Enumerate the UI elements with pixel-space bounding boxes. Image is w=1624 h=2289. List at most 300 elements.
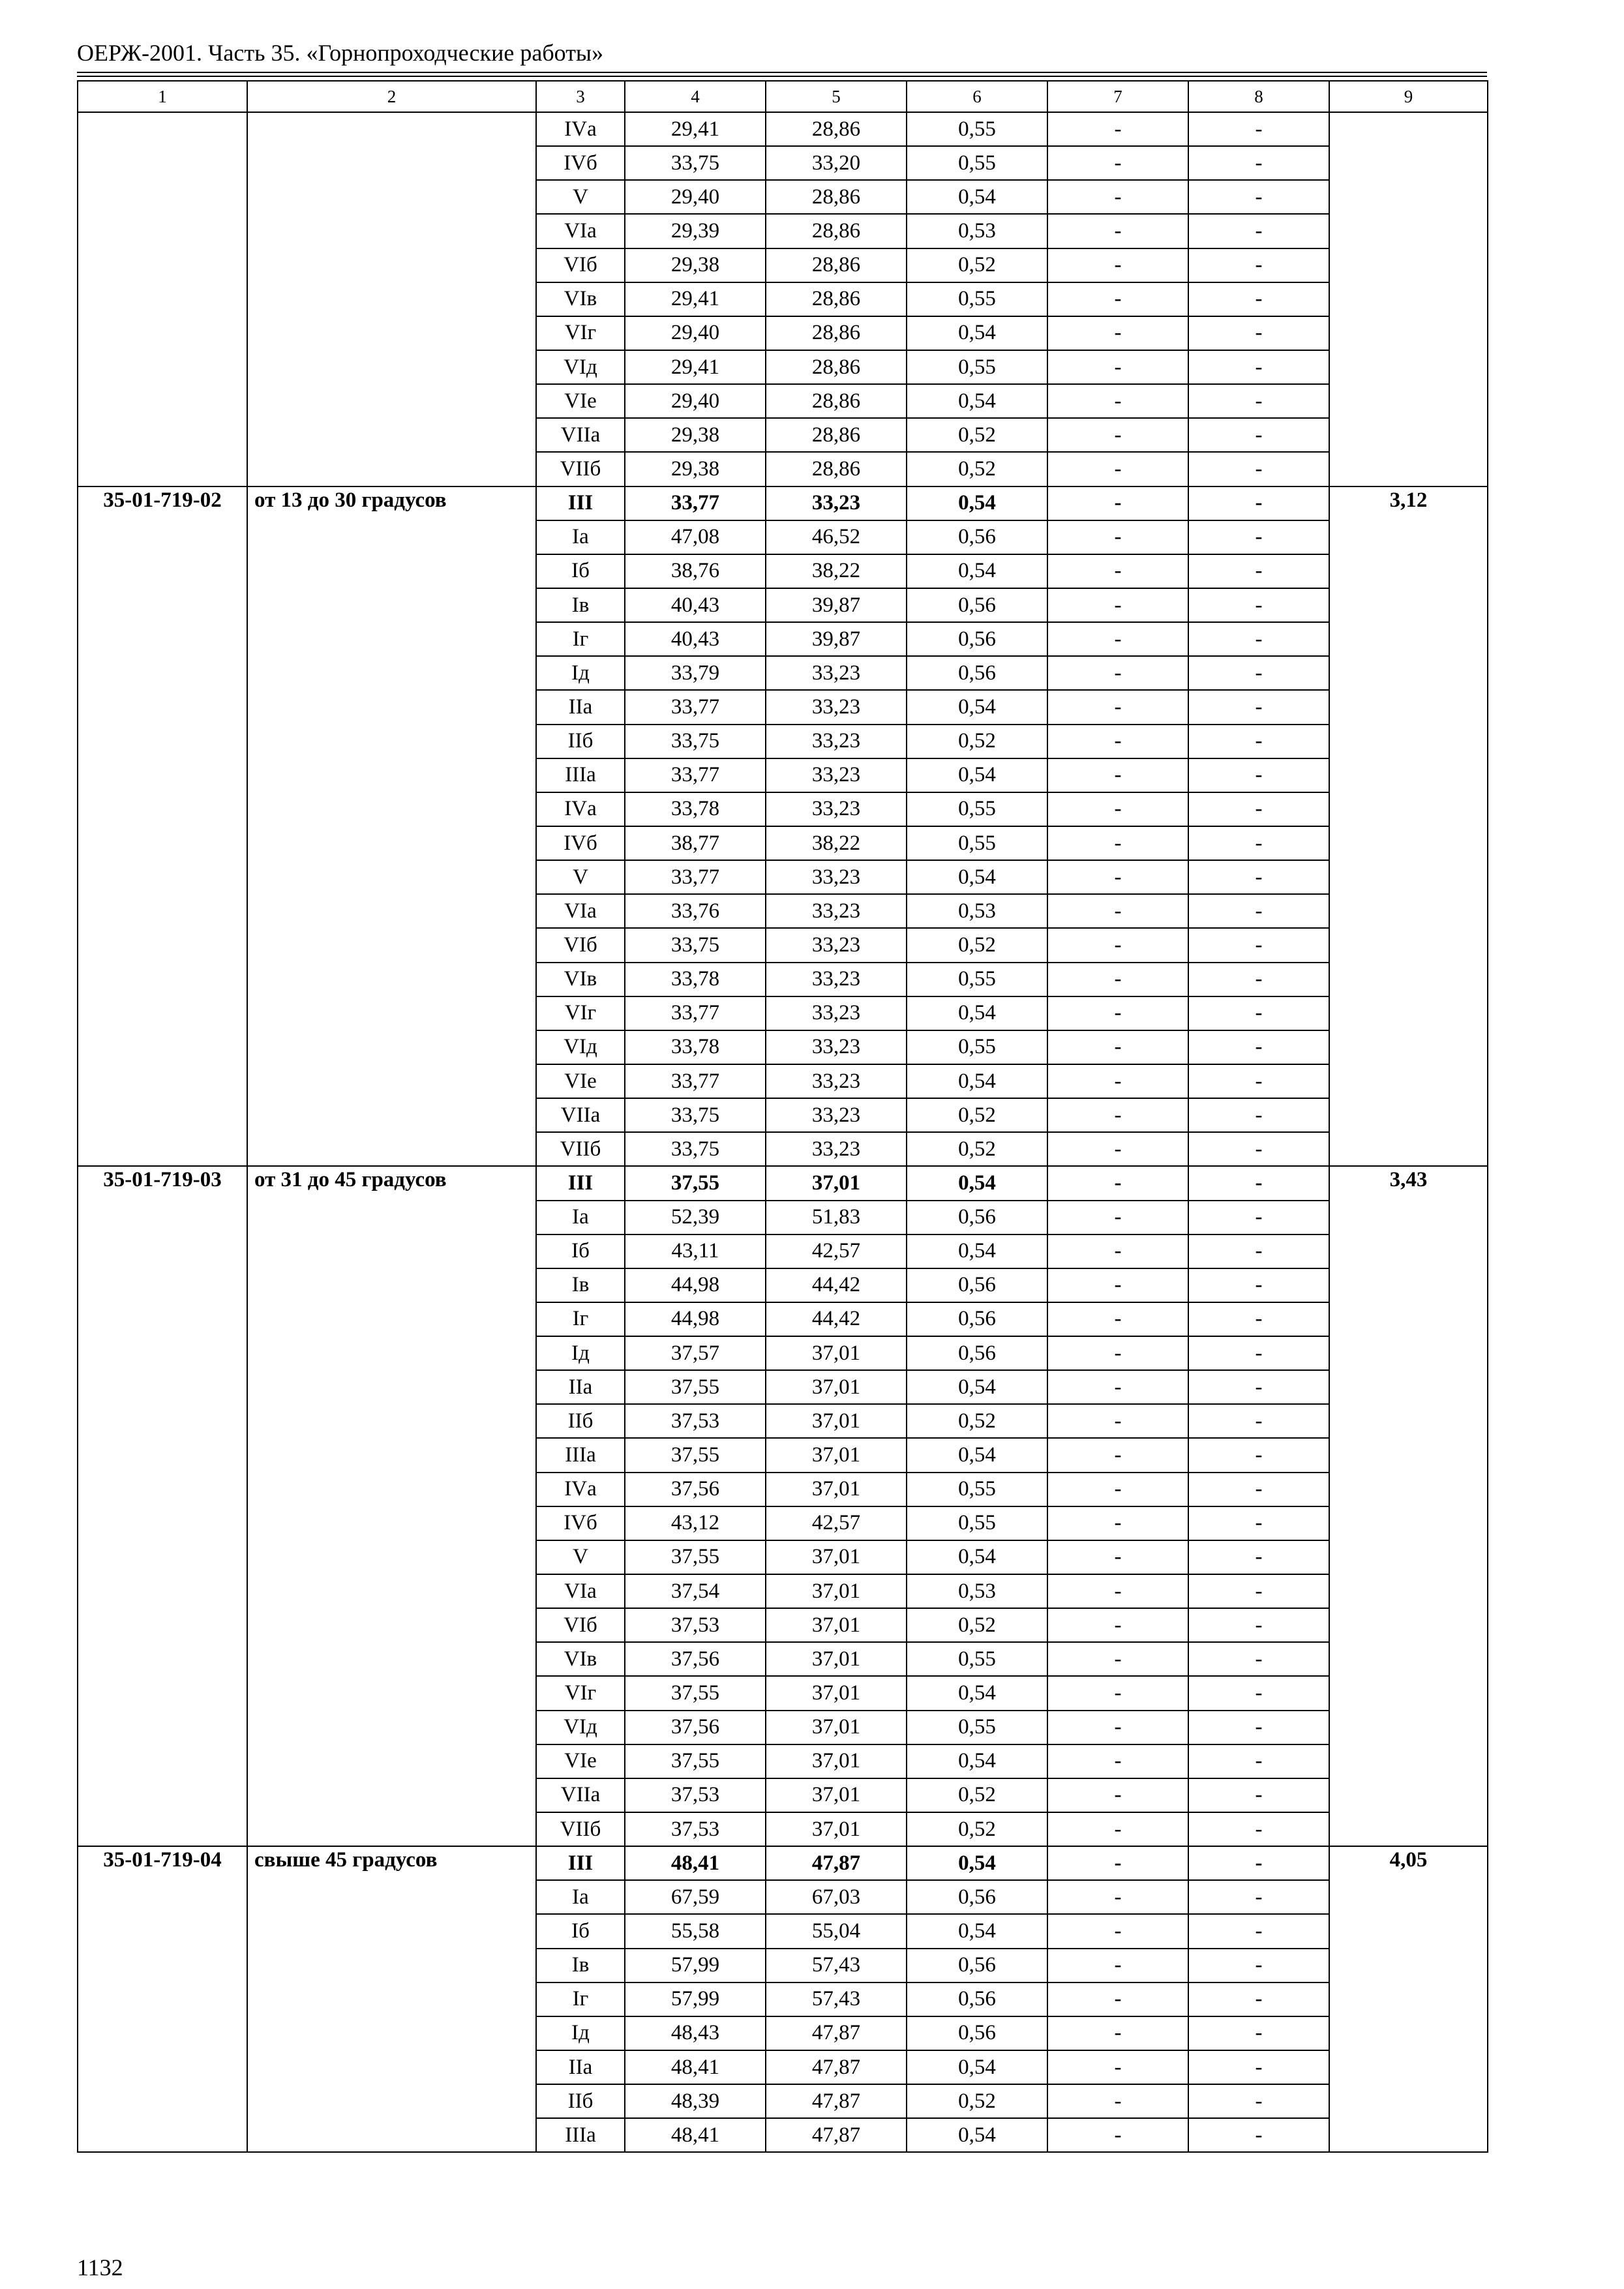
materials-cell: - <box>1188 1812 1329 1846</box>
materials-cell: - <box>1188 792 1329 826</box>
wages-cell: 47,87 <box>766 2084 907 2118</box>
wages-cell: 57,43 <box>766 1949 907 1982</box>
machine-cost-cell: 0,54 <box>907 996 1047 1030</box>
wages-cell: 33,23 <box>766 725 907 758</box>
wages-cell: 33,23 <box>766 1132 907 1166</box>
stat-category-cell: III <box>536 486 625 520</box>
wages-cell: 37,01 <box>766 1336 907 1370</box>
machine-cost-cell: 0,55 <box>907 1506 1047 1540</box>
machine-cost-cell: 0,54 <box>907 1438 1047 1472</box>
materials-cell: - <box>1188 1642 1329 1676</box>
wages-cell: 37,01 <box>766 1438 907 1472</box>
stat-category-cell: VIе <box>536 384 625 418</box>
stat-category-cell: III <box>536 1846 625 1880</box>
norm-description: свыше 45 градусов <box>247 1846 536 2152</box>
wages-cell: 37,01 <box>766 1711 907 1744</box>
stat-category-cell: VIа <box>536 894 625 928</box>
column-number: 6 <box>907 81 1047 112</box>
labor-cost-total: 4,05 <box>1329 1846 1488 2152</box>
incl-machinist-wages-cell: - <box>1047 1812 1188 1846</box>
machine-cost-cell: 0,54 <box>907 1370 1047 1404</box>
stat-category-cell: IVа <box>536 792 625 826</box>
total-cost-cell: 37,55 <box>625 1676 766 1710</box>
machine-cost-cell: 0,56 <box>907 1336 1047 1370</box>
stat-category-cell: IVа <box>536 1473 625 1506</box>
stat-category-cell: IIа <box>536 690 625 724</box>
machine-cost-cell: 0,52 <box>907 725 1047 758</box>
incl-machinist-wages-cell: - <box>1047 1438 1188 1472</box>
stat-category-cell: IVб <box>536 1506 625 1540</box>
materials-cell: - <box>1188 1540 1329 1574</box>
stat-category-cell: Iб <box>536 1234 625 1268</box>
total-cost-cell: 40,43 <box>625 588 766 622</box>
total-cost-cell: 33,77 <box>625 1064 766 1098</box>
incl-machinist-wages-cell: - <box>1047 588 1188 622</box>
materials-cell: - <box>1188 1268 1329 1302</box>
materials-cell: - <box>1188 1302 1329 1336</box>
materials-cell: - <box>1188 588 1329 622</box>
incl-machinist-wages-cell: - <box>1047 1473 1188 1506</box>
stat-category-cell: Iа <box>536 520 625 554</box>
wages-cell: 37,01 <box>766 1574 907 1608</box>
total-cost-cell: 33,75 <box>625 146 766 180</box>
stat-category-cell: VIа <box>536 214 625 248</box>
machine-cost-cell: 0,56 <box>907 1880 1047 1914</box>
machine-cost-cell: 0,52 <box>907 2084 1047 2118</box>
incl-machinist-wages-cell: - <box>1047 418 1188 452</box>
incl-machinist-wages-cell: - <box>1047 1506 1188 1540</box>
column-number: 4 <box>625 81 766 112</box>
wages-cell: 33,23 <box>766 1098 907 1132</box>
norm-code <box>78 112 247 486</box>
incl-machinist-wages-cell: - <box>1047 1642 1188 1676</box>
machine-cost-cell: 0,54 <box>907 1744 1047 1778</box>
total-cost-cell: 33,77 <box>625 690 766 724</box>
wages-cell: 37,01 <box>766 1812 907 1846</box>
rates-table-body <box>78 81 1488 2152</box>
incl-machinist-wages-cell: - <box>1047 2084 1188 2118</box>
incl-machinist-wages-cell: - <box>1047 622 1188 656</box>
incl-machinist-wages-cell: - <box>1047 1030 1188 1064</box>
stat-category-cell: VIа <box>536 1574 625 1608</box>
total-cost-cell: 37,56 <box>625 1473 766 1506</box>
materials-cell: - <box>1188 1846 1329 1880</box>
machine-cost-cell: 0,55 <box>907 112 1047 146</box>
machine-cost-cell: 0,55 <box>907 146 1047 180</box>
stat-category-cell: IVб <box>536 146 625 180</box>
stat-category-cell: III <box>536 1166 625 1200</box>
total-cost-cell: 33,79 <box>625 656 766 690</box>
norm-description: от 31 до 45 градусов <box>247 1166 536 1846</box>
machine-cost-cell: 0,56 <box>907 656 1047 690</box>
wages-cell: 28,86 <box>766 384 907 418</box>
total-cost-cell: 29,39 <box>625 214 766 248</box>
materials-cell: - <box>1188 1030 1329 1064</box>
wages-cell: 37,01 <box>766 1778 907 1812</box>
wages-cell: 33,23 <box>766 894 907 928</box>
column-number: 8 <box>1188 81 1329 112</box>
total-cost-cell: 33,75 <box>625 1098 766 1132</box>
incl-machinist-wages-cell: - <box>1047 452 1188 486</box>
materials-cell: - <box>1188 690 1329 724</box>
stat-category-cell: VIв <box>536 282 625 316</box>
stat-category-cell: IIIа <box>536 1438 625 1472</box>
materials-cell: - <box>1188 2050 1329 2084</box>
incl-machinist-wages-cell: - <box>1047 214 1188 248</box>
machine-cost-cell: 0,54 <box>907 1846 1047 1880</box>
materials-cell: - <box>1188 1914 1329 1948</box>
wages-cell: 33,20 <box>766 146 907 180</box>
wages-cell: 28,86 <box>766 350 907 384</box>
machine-cost-cell: 0,55 <box>907 1711 1047 1744</box>
materials-cell: - <box>1188 384 1329 418</box>
stat-category-cell: VIд <box>536 350 625 384</box>
stat-category-cell: IIа <box>536 1370 625 1404</box>
stat-category-cell: VIв <box>536 1642 625 1676</box>
wages-cell: 37,01 <box>766 1608 907 1642</box>
wages-cell: 37,01 <box>766 1676 907 1710</box>
materials-cell: - <box>1188 1166 1329 1200</box>
incl-machinist-wages-cell: - <box>1047 1166 1188 1200</box>
total-cost-cell: 37,53 <box>625 1812 766 1846</box>
total-cost-cell: 43,11 <box>625 1234 766 1268</box>
wages-cell: 33,23 <box>766 1064 907 1098</box>
stat-category-cell: VIг <box>536 996 625 1030</box>
incl-machinist-wages-cell: - <box>1047 146 1188 180</box>
materials-cell: - <box>1188 554 1329 588</box>
wages-cell: 28,86 <box>766 316 907 350</box>
machine-cost-cell: 0,54 <box>907 1234 1047 1268</box>
wages-cell: 33,23 <box>766 860 907 894</box>
wages-cell: 28,86 <box>766 180 907 214</box>
incl-machinist-wages-cell: - <box>1047 1404 1188 1438</box>
incl-machinist-wages-cell: - <box>1047 894 1188 928</box>
materials-cell: - <box>1188 928 1329 962</box>
total-cost-cell: 33,76 <box>625 894 766 928</box>
materials-cell: - <box>1188 2084 1329 2118</box>
wages-cell: 28,86 <box>766 418 907 452</box>
total-cost-cell: 43,12 <box>625 1506 766 1540</box>
norm-code: 35-01-719-02 <box>78 486 247 1167</box>
stat-category-cell: IIб <box>536 1404 625 1438</box>
stat-category-cell: VIе <box>536 1064 625 1098</box>
labor-cost-total: 3,12 <box>1329 486 1488 1167</box>
incl-machinist-wages-cell: - <box>1047 520 1188 554</box>
materials-cell: - <box>1188 1234 1329 1268</box>
total-cost-cell: 33,78 <box>625 792 766 826</box>
machine-cost-cell: 0,54 <box>907 1540 1047 1574</box>
incl-machinist-wages-cell: - <box>1047 486 1188 520</box>
materials-cell: - <box>1188 180 1329 214</box>
stat-category-cell: Iг <box>536 1302 625 1336</box>
machine-cost-cell: 0,52 <box>907 1812 1047 1846</box>
materials-cell: - <box>1188 894 1329 928</box>
total-cost-cell: 29,38 <box>625 418 766 452</box>
machine-cost-cell: 0,54 <box>907 1676 1047 1710</box>
wages-cell: 33,23 <box>766 996 907 1030</box>
incl-machinist-wages-cell: - <box>1047 350 1188 384</box>
incl-machinist-wages-cell: - <box>1047 1846 1188 1880</box>
wages-cell: 42,57 <box>766 1234 907 1268</box>
column-number: 2 <box>247 81 536 112</box>
machine-cost-cell: 0,55 <box>907 1642 1047 1676</box>
machine-cost-cell: 0,55 <box>907 826 1047 860</box>
machine-cost-cell: 0,56 <box>907 588 1047 622</box>
machine-cost-cell: 0,56 <box>907 1268 1047 1302</box>
incl-machinist-wages-cell: - <box>1047 690 1188 724</box>
materials-cell: - <box>1188 1370 1329 1404</box>
materials-cell: - <box>1188 860 1329 894</box>
wages-cell: 37,01 <box>766 1166 907 1200</box>
header-rule-bottom <box>77 76 1487 77</box>
machine-cost-cell: 0,52 <box>907 1608 1047 1642</box>
incl-machinist-wages-cell: - <box>1047 316 1188 350</box>
column-number: 3 <box>536 81 625 112</box>
materials-cell: - <box>1188 996 1329 1030</box>
total-cost-cell: 57,99 <box>625 1949 766 1982</box>
materials-cell: - <box>1188 520 1329 554</box>
materials-cell: - <box>1188 350 1329 384</box>
machine-cost-cell: 0,54 <box>907 690 1047 724</box>
total-cost-cell: 29,41 <box>625 282 766 316</box>
column-number: 7 <box>1047 81 1188 112</box>
machine-cost-cell: 0,54 <box>907 860 1047 894</box>
wages-cell: 37,01 <box>766 1540 907 1574</box>
total-cost-cell: 33,75 <box>625 928 766 962</box>
wages-cell: 33,23 <box>766 928 907 962</box>
machine-cost-cell: 0,54 <box>907 1064 1047 1098</box>
materials-cell: - <box>1188 1404 1329 1438</box>
stat-category-cell: Iг <box>536 1982 625 2016</box>
total-cost-cell: 37,53 <box>625 1778 766 1812</box>
materials-cell: - <box>1188 963 1329 996</box>
page-number: 1132 <box>77 2254 123 2281</box>
machine-cost-cell: 0,55 <box>907 1473 1047 1506</box>
stat-category-cell: VIг <box>536 1676 625 1710</box>
incl-machinist-wages-cell: - <box>1047 554 1188 588</box>
machine-cost-cell: 0,54 <box>907 180 1047 214</box>
materials-cell: - <box>1188 146 1329 180</box>
table-row <box>78 112 1488 146</box>
machine-cost-cell: 0,54 <box>907 486 1047 520</box>
total-cost-cell: 33,75 <box>625 1132 766 1166</box>
incl-machinist-wages-cell: - <box>1047 656 1188 690</box>
stat-category-cell: Iа <box>536 1201 625 1234</box>
incl-machinist-wages-cell: - <box>1047 1268 1188 1302</box>
stat-category-cell: VIб <box>536 1608 625 1642</box>
total-cost-cell: 33,77 <box>625 758 766 792</box>
total-cost-cell: 37,56 <box>625 1642 766 1676</box>
wages-cell: 47,87 <box>766 2016 907 2050</box>
total-cost-cell: 48,43 <box>625 2016 766 2050</box>
machine-cost-cell: 0,56 <box>907 1302 1047 1336</box>
materials-cell: - <box>1188 2118 1329 2152</box>
materials-cell: - <box>1188 316 1329 350</box>
wages-cell: 33,23 <box>766 486 907 520</box>
machine-cost-cell: 0,56 <box>907 520 1047 554</box>
wages-cell: 38,22 <box>766 826 907 860</box>
stat-category-cell: Iв <box>536 1268 625 1302</box>
machine-cost-cell: 0,54 <box>907 758 1047 792</box>
incl-machinist-wages-cell: - <box>1047 1132 1188 1166</box>
stat-category-cell: Iв <box>536 1949 625 1982</box>
total-cost-cell: 44,98 <box>625 1268 766 1302</box>
total-cost-cell: 37,55 <box>625 1744 766 1778</box>
total-cost-cell: 57,99 <box>625 1982 766 2016</box>
incl-machinist-wages-cell: - <box>1047 1574 1188 1608</box>
machine-cost-cell: 0,56 <box>907 2016 1047 2050</box>
wages-cell: 57,43 <box>766 1982 907 2016</box>
stat-category-cell: IIIа <box>536 2118 625 2152</box>
table-row <box>78 1846 1488 1880</box>
machine-cost-cell: 0,54 <box>907 2050 1047 2084</box>
materials-cell: - <box>1188 1778 1329 1812</box>
total-cost-cell: 29,38 <box>625 248 766 282</box>
column-number: 5 <box>766 81 907 112</box>
total-cost-cell: 37,56 <box>625 1711 766 1744</box>
machine-cost-cell: 0,53 <box>907 1574 1047 1608</box>
incl-machinist-wages-cell: - <box>1047 1234 1188 1268</box>
incl-machinist-wages-cell: - <box>1047 1778 1188 1812</box>
norm-description <box>247 112 536 486</box>
header-rule-top <box>77 72 1487 73</box>
total-cost-cell: 48,41 <box>625 2118 766 2152</box>
total-cost-cell: 67,59 <box>625 1880 766 1914</box>
machine-cost-cell: 0,52 <box>907 1778 1047 1812</box>
machine-cost-cell: 0,54 <box>907 1914 1047 1948</box>
incl-machinist-wages-cell: - <box>1047 1201 1188 1234</box>
column-number: 1 <box>78 81 247 112</box>
incl-machinist-wages-cell: - <box>1047 1098 1188 1132</box>
stat-category-cell: IIб <box>536 2084 625 2118</box>
incl-machinist-wages-cell: - <box>1047 928 1188 962</box>
machine-cost-cell: 0,54 <box>907 554 1047 588</box>
machine-cost-cell: 0,52 <box>907 418 1047 452</box>
total-cost-cell: 37,55 <box>625 1370 766 1404</box>
wages-cell: 33,23 <box>766 690 907 724</box>
stat-category-cell: Iа <box>536 1880 625 1914</box>
materials-cell: - <box>1188 1574 1329 1608</box>
materials-cell: - <box>1188 758 1329 792</box>
wages-cell: 28,86 <box>766 452 907 486</box>
materials-cell: - <box>1188 486 1329 520</box>
norm-code: 35-01-719-03 <box>78 1166 247 1846</box>
machine-cost-cell: 0,56 <box>907 1949 1047 1982</box>
total-cost-cell: 55,58 <box>625 1914 766 1948</box>
wages-cell: 33,23 <box>766 758 907 792</box>
total-cost-cell: 37,53 <box>625 1404 766 1438</box>
stat-category-cell: IIIа <box>536 758 625 792</box>
stat-category-cell: VIIб <box>536 452 625 486</box>
machine-cost-cell: 0,56 <box>907 1982 1047 2016</box>
stat-category-cell: IIа <box>536 2050 625 2084</box>
machine-cost-cell: 0,52 <box>907 248 1047 282</box>
stat-category-cell: Iб <box>536 1914 625 1948</box>
materials-cell: - <box>1188 656 1329 690</box>
total-cost-cell: 37,54 <box>625 1574 766 1608</box>
incl-machinist-wages-cell: - <box>1047 1540 1188 1574</box>
machine-cost-cell: 0,55 <box>907 792 1047 826</box>
labor-cost-total <box>1329 112 1488 486</box>
machine-cost-cell: 0,56 <box>907 622 1047 656</box>
total-cost-cell: 44,98 <box>625 1302 766 1336</box>
stat-category-cell: Iв <box>536 588 625 622</box>
labor-cost-total: 3,43 <box>1329 1166 1488 1846</box>
total-cost-cell: 48,39 <box>625 2084 766 2118</box>
total-cost-cell: 33,78 <box>625 1030 766 1064</box>
stat-category-cell: IVа <box>536 112 625 146</box>
materials-cell: - <box>1188 112 1329 146</box>
wages-cell: 39,87 <box>766 588 907 622</box>
stat-category-cell: VIIа <box>536 1778 625 1812</box>
total-cost-cell: 33,77 <box>625 486 766 520</box>
machine-cost-cell: 0,55 <box>907 282 1047 316</box>
table-row <box>78 486 1488 520</box>
incl-machinist-wages-cell: - <box>1047 1744 1188 1778</box>
table-row <box>78 1166 1488 1200</box>
total-cost-cell: 29,40 <box>625 180 766 214</box>
total-cost-cell: 38,76 <box>625 554 766 588</box>
total-cost-cell: 33,77 <box>625 860 766 894</box>
stat-category-cell: Iд <box>536 2016 625 2050</box>
total-cost-cell: 38,77 <box>625 826 766 860</box>
incl-machinist-wages-cell: - <box>1047 2118 1188 2152</box>
stat-category-cell: VIг <box>536 316 625 350</box>
materials-cell: - <box>1188 2016 1329 2050</box>
total-cost-cell: 37,53 <box>625 1608 766 1642</box>
total-cost-cell: 47,08 <box>625 520 766 554</box>
column-number: 9 <box>1329 81 1488 112</box>
materials-cell: - <box>1188 826 1329 860</box>
wages-cell: 37,01 <box>766 1473 907 1506</box>
wages-cell: 44,42 <box>766 1302 907 1336</box>
materials-cell: - <box>1188 622 1329 656</box>
wages-cell: 67,03 <box>766 1880 907 1914</box>
materials-cell: - <box>1188 282 1329 316</box>
wages-cell: 42,57 <box>766 1506 907 1540</box>
stat-category-cell: Iд <box>536 1336 625 1370</box>
wages-cell: 55,04 <box>766 1914 907 1948</box>
incl-machinist-wages-cell: - <box>1047 180 1188 214</box>
machine-cost-cell: 0,52 <box>907 928 1047 962</box>
materials-cell: - <box>1188 1473 1329 1506</box>
materials-cell: - <box>1188 248 1329 282</box>
incl-machinist-wages-cell: - <box>1047 1711 1188 1744</box>
stat-category-cell: V <box>536 180 625 214</box>
incl-machinist-wages-cell: - <box>1047 1949 1188 1982</box>
stat-category-cell: Iд <box>536 656 625 690</box>
total-cost-cell: 33,77 <box>625 996 766 1030</box>
machine-cost-cell: 0,52 <box>907 1404 1047 1438</box>
materials-cell: - <box>1188 1880 1329 1914</box>
incl-machinist-wages-cell: - <box>1047 1302 1188 1336</box>
machine-cost-cell: 0,55 <box>907 963 1047 996</box>
wages-cell: 38,22 <box>766 554 907 588</box>
incl-machinist-wages-cell: - <box>1047 1608 1188 1642</box>
stat-category-cell: VIIа <box>536 1098 625 1132</box>
total-cost-cell: 29,41 <box>625 112 766 146</box>
wages-cell: 28,86 <box>766 112 907 146</box>
stat-category-cell: VIд <box>536 1711 625 1744</box>
incl-machinist-wages-cell: - <box>1047 996 1188 1030</box>
incl-machinist-wages-cell: - <box>1047 826 1188 860</box>
materials-cell: - <box>1188 214 1329 248</box>
incl-machinist-wages-cell: - <box>1047 963 1188 996</box>
incl-machinist-wages-cell: - <box>1047 2050 1188 2084</box>
stat-category-cell: VIIб <box>536 1132 625 1166</box>
machine-cost-cell: 0,54 <box>907 384 1047 418</box>
rates-table <box>77 80 1488 2153</box>
